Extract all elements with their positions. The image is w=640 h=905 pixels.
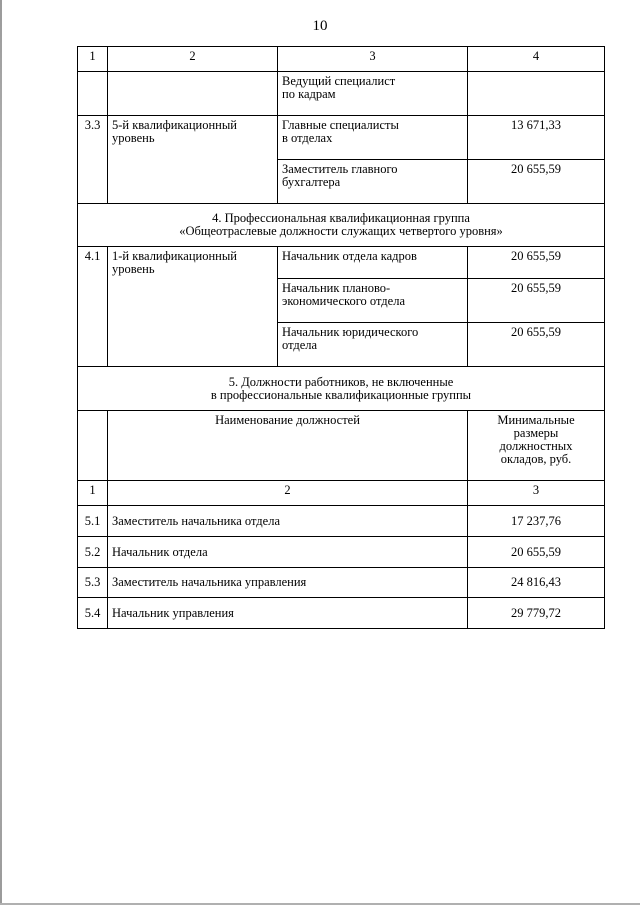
section-4-title: 4. Профессиональная квалификационная группа «Общеотраслевые должности служащих четвертого уровня» — [78, 204, 605, 247]
row-number: 5.4 — [78, 598, 108, 629]
table-row — [78, 506, 605, 537]
header-cell: 4 — [468, 47, 605, 72]
row-number: 4.1 — [78, 247, 108, 367]
column-header-salary: Минимальные размеры должностных окладов, руб. — [468, 411, 605, 481]
salary-value: 17 237,76 — [468, 506, 605, 537]
header-cell: 3 — [278, 47, 468, 72]
position-name: Главные специалисты в отделах — [278, 116, 468, 160]
table-row — [78, 72, 605, 116]
numbering-cell: 1 — [78, 481, 108, 506]
position-name: Начальник отдела кадров — [278, 247, 468, 279]
section-5-header-row — [78, 367, 605, 411]
salary-value: 20 655,59 — [468, 247, 605, 279]
table-header-row — [78, 47, 605, 72]
row-number: 5.1 — [78, 506, 108, 537]
section-4-header-row — [78, 204, 605, 247]
qualification-level: 5-й квалификационный уровень — [108, 116, 278, 204]
row-number: 3.3 — [78, 116, 108, 204]
table-row — [78, 247, 605, 279]
position-name: Заместитель начальника отдела — [108, 506, 468, 537]
section-5-title: 5. Должности работников, не включенные в профессиональные квалификационные группы — [78, 367, 605, 411]
position-name: Начальник планово- экономического отдела — [278, 279, 468, 323]
row-number: 5.2 — [78, 537, 108, 568]
salary-value: 20 655,59 — [468, 323, 605, 367]
position-name: Заместитель главного бухгалтера — [278, 160, 468, 204]
section-5-column-headers — [78, 411, 605, 481]
position-name: Начальник отдела — [108, 537, 468, 568]
table-row — [78, 116, 605, 160]
empty-cell — [78, 72, 108, 116]
empty-cell — [108, 72, 278, 116]
salary-value: 24 816,43 — [468, 568, 605, 598]
row-number: 5.3 — [78, 568, 108, 598]
table-row — [78, 568, 605, 598]
position-name: Ведущий специалист по кадрам — [278, 72, 468, 116]
numbering-cell: 2 — [108, 481, 468, 506]
position-name: Начальник юридического отдела — [278, 323, 468, 367]
qualification-level: 1-й квалификационный уровень — [108, 247, 278, 367]
salary-value: 13 671,33 — [468, 116, 605, 160]
column-header-name: Наименование должностей — [108, 411, 468, 481]
empty-cell — [78, 411, 108, 481]
table-row — [78, 598, 605, 629]
salary-table — [77, 46, 605, 629]
page-number: 10 — [312, 18, 328, 34]
salary-value: 29 779,72 — [468, 598, 605, 629]
salary-value — [468, 72, 605, 116]
table-row — [78, 537, 605, 568]
section-5-numbering-row — [78, 481, 605, 506]
header-cell: 2 — [108, 47, 278, 72]
position-name: Начальник управления — [108, 598, 468, 629]
header-cell: 1 — [78, 47, 108, 72]
salary-value: 20 655,59 — [468, 160, 605, 204]
numbering-cell: 3 — [468, 481, 605, 506]
scan-left-edge — [0, 0, 2, 905]
salary-value: 20 655,59 — [468, 537, 605, 568]
position-name: Заместитель начальника управления — [108, 568, 468, 598]
salary-value: 20 655,59 — [468, 279, 605, 323]
